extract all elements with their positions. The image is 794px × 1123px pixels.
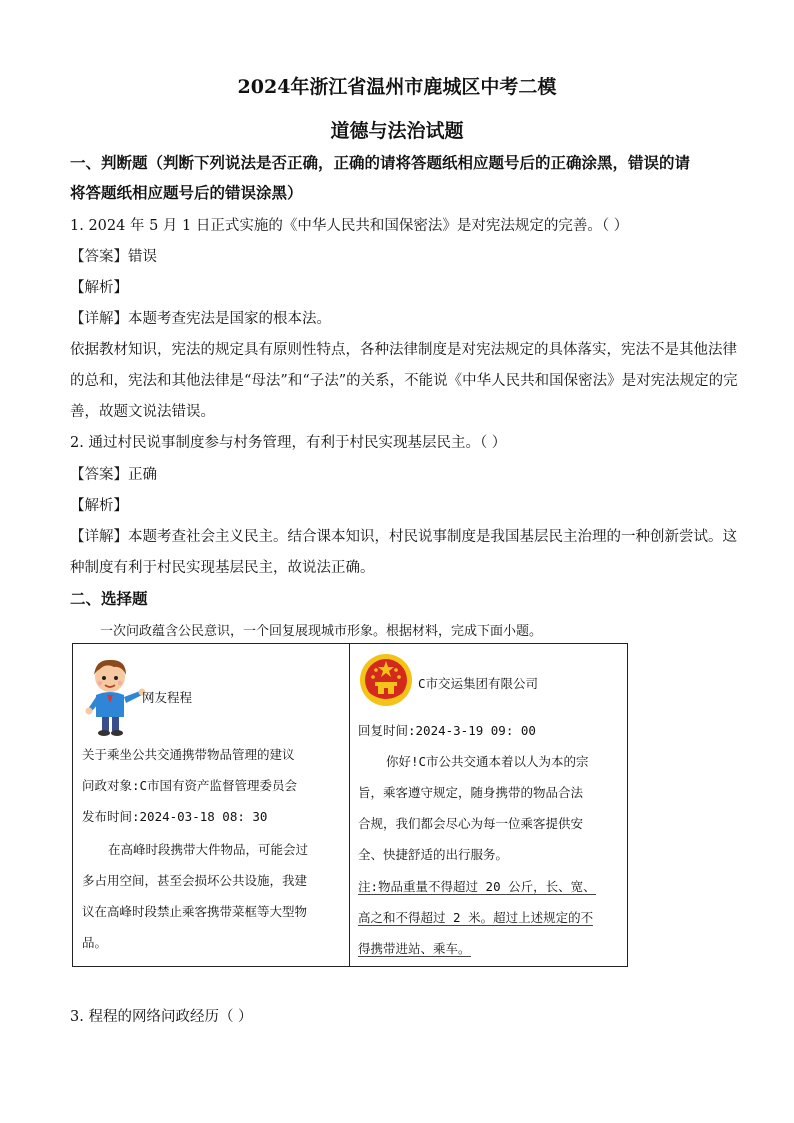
material-right-body3: 合规，我们都会尽心为每一位乘客提供安 (358, 816, 584, 831)
material-left-body3: 议在高峰时段禁止乘客携带菜框等大型物 (82, 904, 308, 919)
page-title: 2024年浙江省温州市鹿城区中考二模 (237, 76, 557, 98)
q2-analysis-tag: 【解析】 (70, 498, 128, 514)
q1-detail-line2: 依据教材知识，宪法的规定具有原则性特点，各种法律制度是对宪法规定的具体落实，宪法不是其他法律 (70, 342, 737, 358)
q2-detail-line1: 本题考查社会主义民主。结合课本知识，村民说事制度是我国基层民主治理的一种创新尝试。这 (128, 529, 737, 545)
q1-answer: 错误 (128, 249, 157, 265)
page-subtitle: 道德与法治试题 (330, 120, 464, 142)
section1-heading-line1: 一、判断题（判断下列说法是否正确，正确的请将答题纸相应题号后的正确涂黑，错误的请 (70, 153, 691, 172)
q2-detail-line2: 种制度有利于村民实现基层民主，故说法正确。 (70, 560, 375, 576)
boy-avatar-icon (80, 653, 146, 737)
material-left-body2: 多占用空间，甚至会损坏公共设施，我建 (82, 873, 308, 888)
material-left-user: 网友程程 (142, 690, 193, 705)
material-divider (349, 643, 350, 967)
material-right-org: C市交运集团有限公司 (418, 676, 539, 691)
q2-answer-row (70, 463, 157, 484)
q2-answer: 正确 (128, 467, 157, 483)
material-right-time: 回复时间:2024-3-19 09: 00 (358, 723, 536, 738)
q1-answer-row (70, 245, 157, 266)
section2-intro: 一次问政蕴含公民意识，一个回复展现城市形象。根据材料，完成下面小题。 (100, 624, 543, 639)
material-right-body1: 你好!C市公共交通本着以人为本的宗 (386, 754, 589, 769)
material-right-note3: 得携带进站、乘车。 (358, 941, 471, 956)
q2-question: 2. 通过村民说事制度参与村务管理，有利于村民实现基层民主。（ ） (70, 435, 507, 451)
material-right-note1: 注:物品重量不得超过 20 公斤，长、宽、 (358, 879, 596, 894)
material-right-note2: 高之和不得超过 2 米。超过上述规定的不 (358, 910, 594, 925)
material-left-body1: 在高峰时段携带大件物品，可能会过 (108, 842, 309, 857)
material-left-title: 关于乘坐公共交通携带物品管理的建议 (82, 747, 295, 762)
material-right-body4: 全、快捷舒适的出行服务。 (358, 847, 509, 862)
section1-heading-line2: 将答题纸相应题号后的错误涂黑） (70, 183, 303, 202)
q1-detail-line3: 的总和，宪法和其他法律是“母法”和“子法”的关系，不能说《中华人民共和国保密法》是对宪法规定的完 (70, 373, 738, 389)
detail-tag: 【详解】 (70, 529, 128, 545)
q1-detail-row (70, 307, 331, 328)
material-left-target: 问政对象:C市国有资产监督管理委员会 (82, 778, 298, 793)
q2-detail-row (70, 525, 737, 546)
answer-tag: 【答案】 (70, 249, 128, 265)
material-left-body4: 品。 (82, 935, 108, 950)
material-right-body2: 旨，乘客遵守规定，随身携带的物品合法 (358, 785, 584, 800)
q1-detail-line1: 本题考查宪法是国家的根本法。 (128, 311, 331, 327)
material-right-note3-wrap (358, 939, 471, 957)
q1-question: 1. 2024 年 5 月 1 日正式实施的《中华人民共和国保密法》是对宪法规定的完善。（ ） (70, 218, 629, 234)
detail-tag: 【详解】 (70, 311, 128, 327)
material-left-time: 发布时间:2024-03-18 08: 30 (82, 809, 268, 824)
q1-detail-line4: 善，故题文说法错误。 (70, 404, 215, 420)
material-right-note2-wrap (358, 908, 593, 926)
q3-question: 3. 程程的网络问政经历（ ） (70, 1009, 253, 1025)
material-right-note1-wrap (358, 877, 596, 895)
section2-heading: 二、选择题 (70, 589, 148, 608)
q1-analysis-tag: 【解析】 (70, 280, 128, 296)
national-emblem-icon (358, 652, 414, 708)
answer-tag: 【答案】 (70, 467, 128, 483)
